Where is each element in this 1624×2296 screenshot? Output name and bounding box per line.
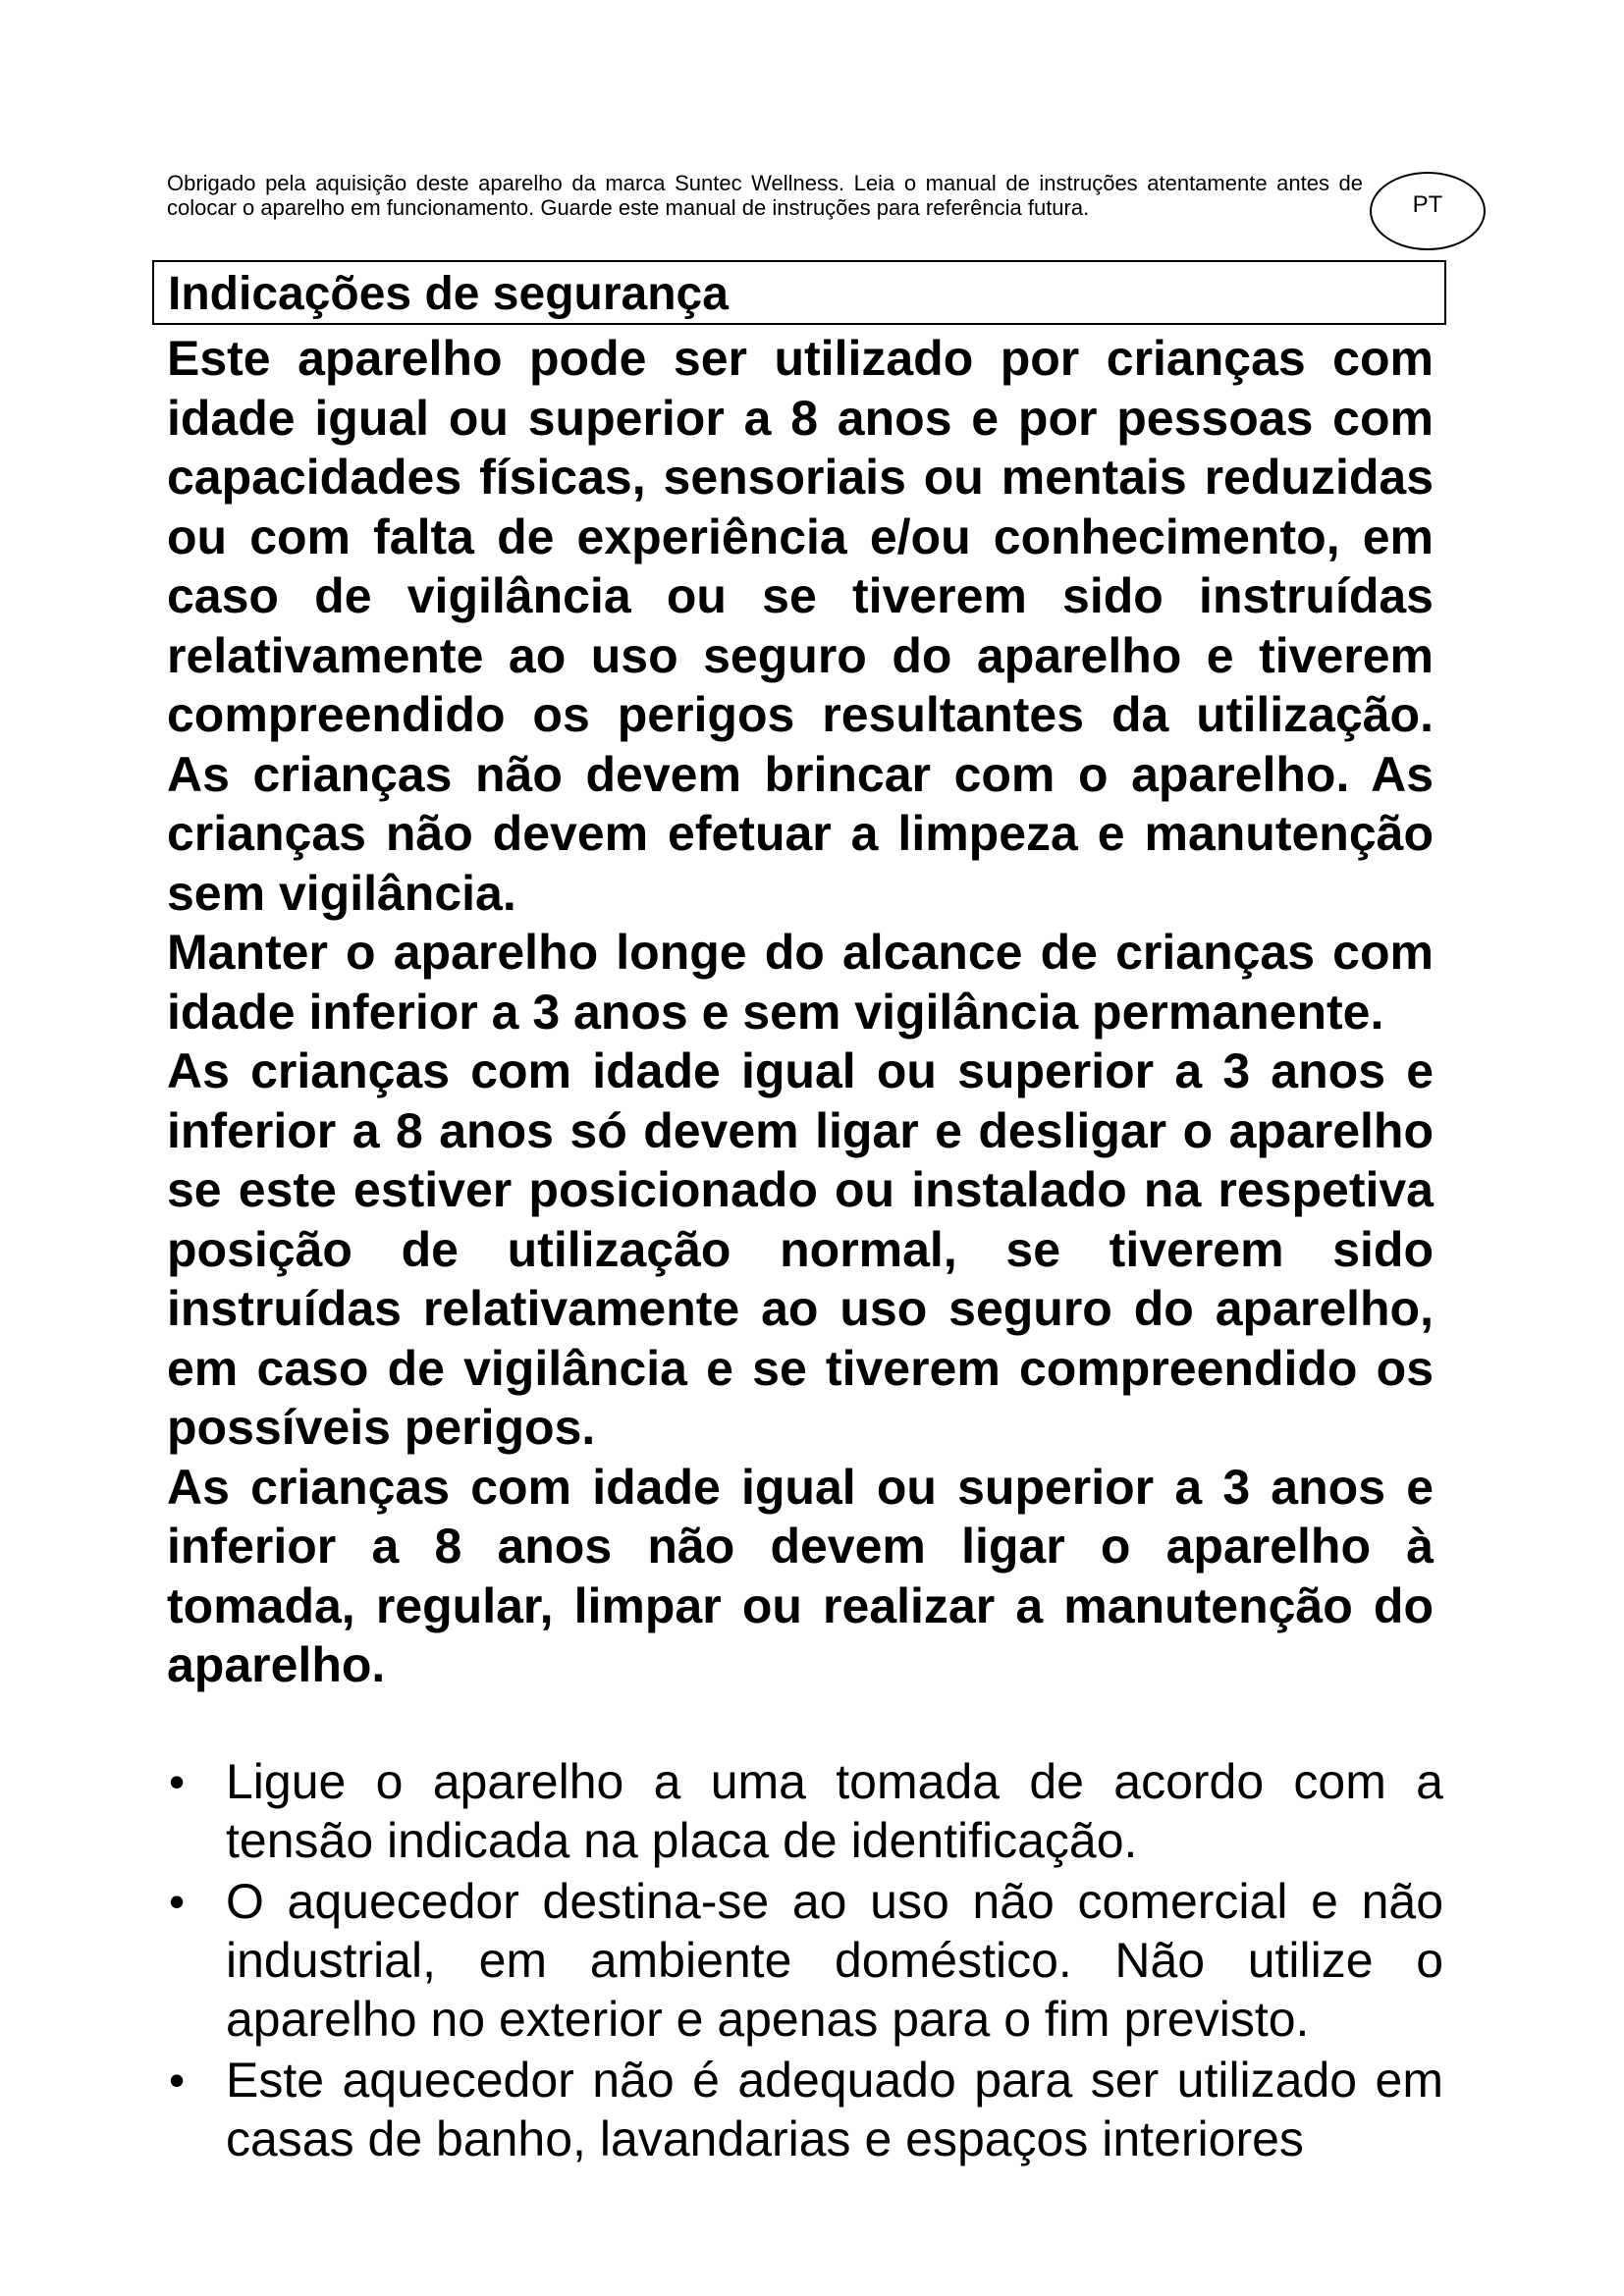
bullet-icon: • — [169, 2055, 186, 2106]
intro-text: Obrigado pela aquisição deste aparelho da marca Suntec Wellness. Leia o manual de instruções atentamente antes de colocar o aparelho em funcionamento. Guarde este manual de instruções para referência futura. — [167, 171, 1363, 220]
safety-warnings — [167, 329, 1434, 1695]
list-item — [167, 2051, 1443, 2168]
warning-paragraph-3: As crianças com idade igual ou superior a 3 anos e inferior a 8 anos só devem ligar e desligar o aparelho se este estiver posicionado ou instalado na respetiva posição de utilização normal, se tiverem sido instruídas relativamente ao uso seguro do aparelho, em caso de vigilância e se tiverem compreendido os possíveis perigos. — [167, 1043, 1434, 1455]
section-title: Indicações de segurança — [152, 260, 1446, 325]
language-badge: PT — [1370, 172, 1486, 250]
bullet-icon: • — [169, 1756, 186, 1807]
list-item-text: Este aquecedor não é adequado para ser utilizado em casas de banho, lavandarias e espaços interiores — [226, 2053, 1443, 2166]
list-item-text: Ligue o aparelho a uma tomada de acordo com a tensão indicada na placa de identificação. — [226, 1754, 1443, 1868]
instruction-list — [167, 1752, 1443, 2170]
bullet-icon: • — [169, 1876, 186, 1927]
list-item — [167, 1872, 1443, 2049]
list-item-text: O aquecedor destina-se ao uso não comercial e não industrial, em ambiente doméstico. Não utilize o aparelho no exterior e apenas para o fim previsto. — [226, 1874, 1443, 2047]
list-item — [167, 1752, 1443, 1870]
warning-paragraph-1: Este aparelho pode ser utilizado por crianças com idade igual ou superior a 8 anos e por pessoas com capacidades físicas, sensoriais ou mentais reduzidas ou com falta de experiência e/ou conhecimento, em caso de vigilância ou se tiverem sido instruídas relativamente ao uso seguro do aparelho e tiverem compreendido os perigos resultantes da utilização. As crianças não devem brincar com o aparelho. As crianças não devem efetuar a limpeza e manutenção sem vigilância. — [167, 331, 1434, 921]
warning-paragraph-2: Manter o aparelho longe do alcance de crianças com idade inferior a 3 anos e sem vigilância permanente. — [167, 925, 1434, 1040]
warning-paragraph-4: As crianças com idade igual ou superior a 3 anos e inferior a 8 anos não devem ligar o aparelho à tomada, regular, limpar ou realizar a manutenção do aparelho. — [167, 1459, 1434, 1692]
